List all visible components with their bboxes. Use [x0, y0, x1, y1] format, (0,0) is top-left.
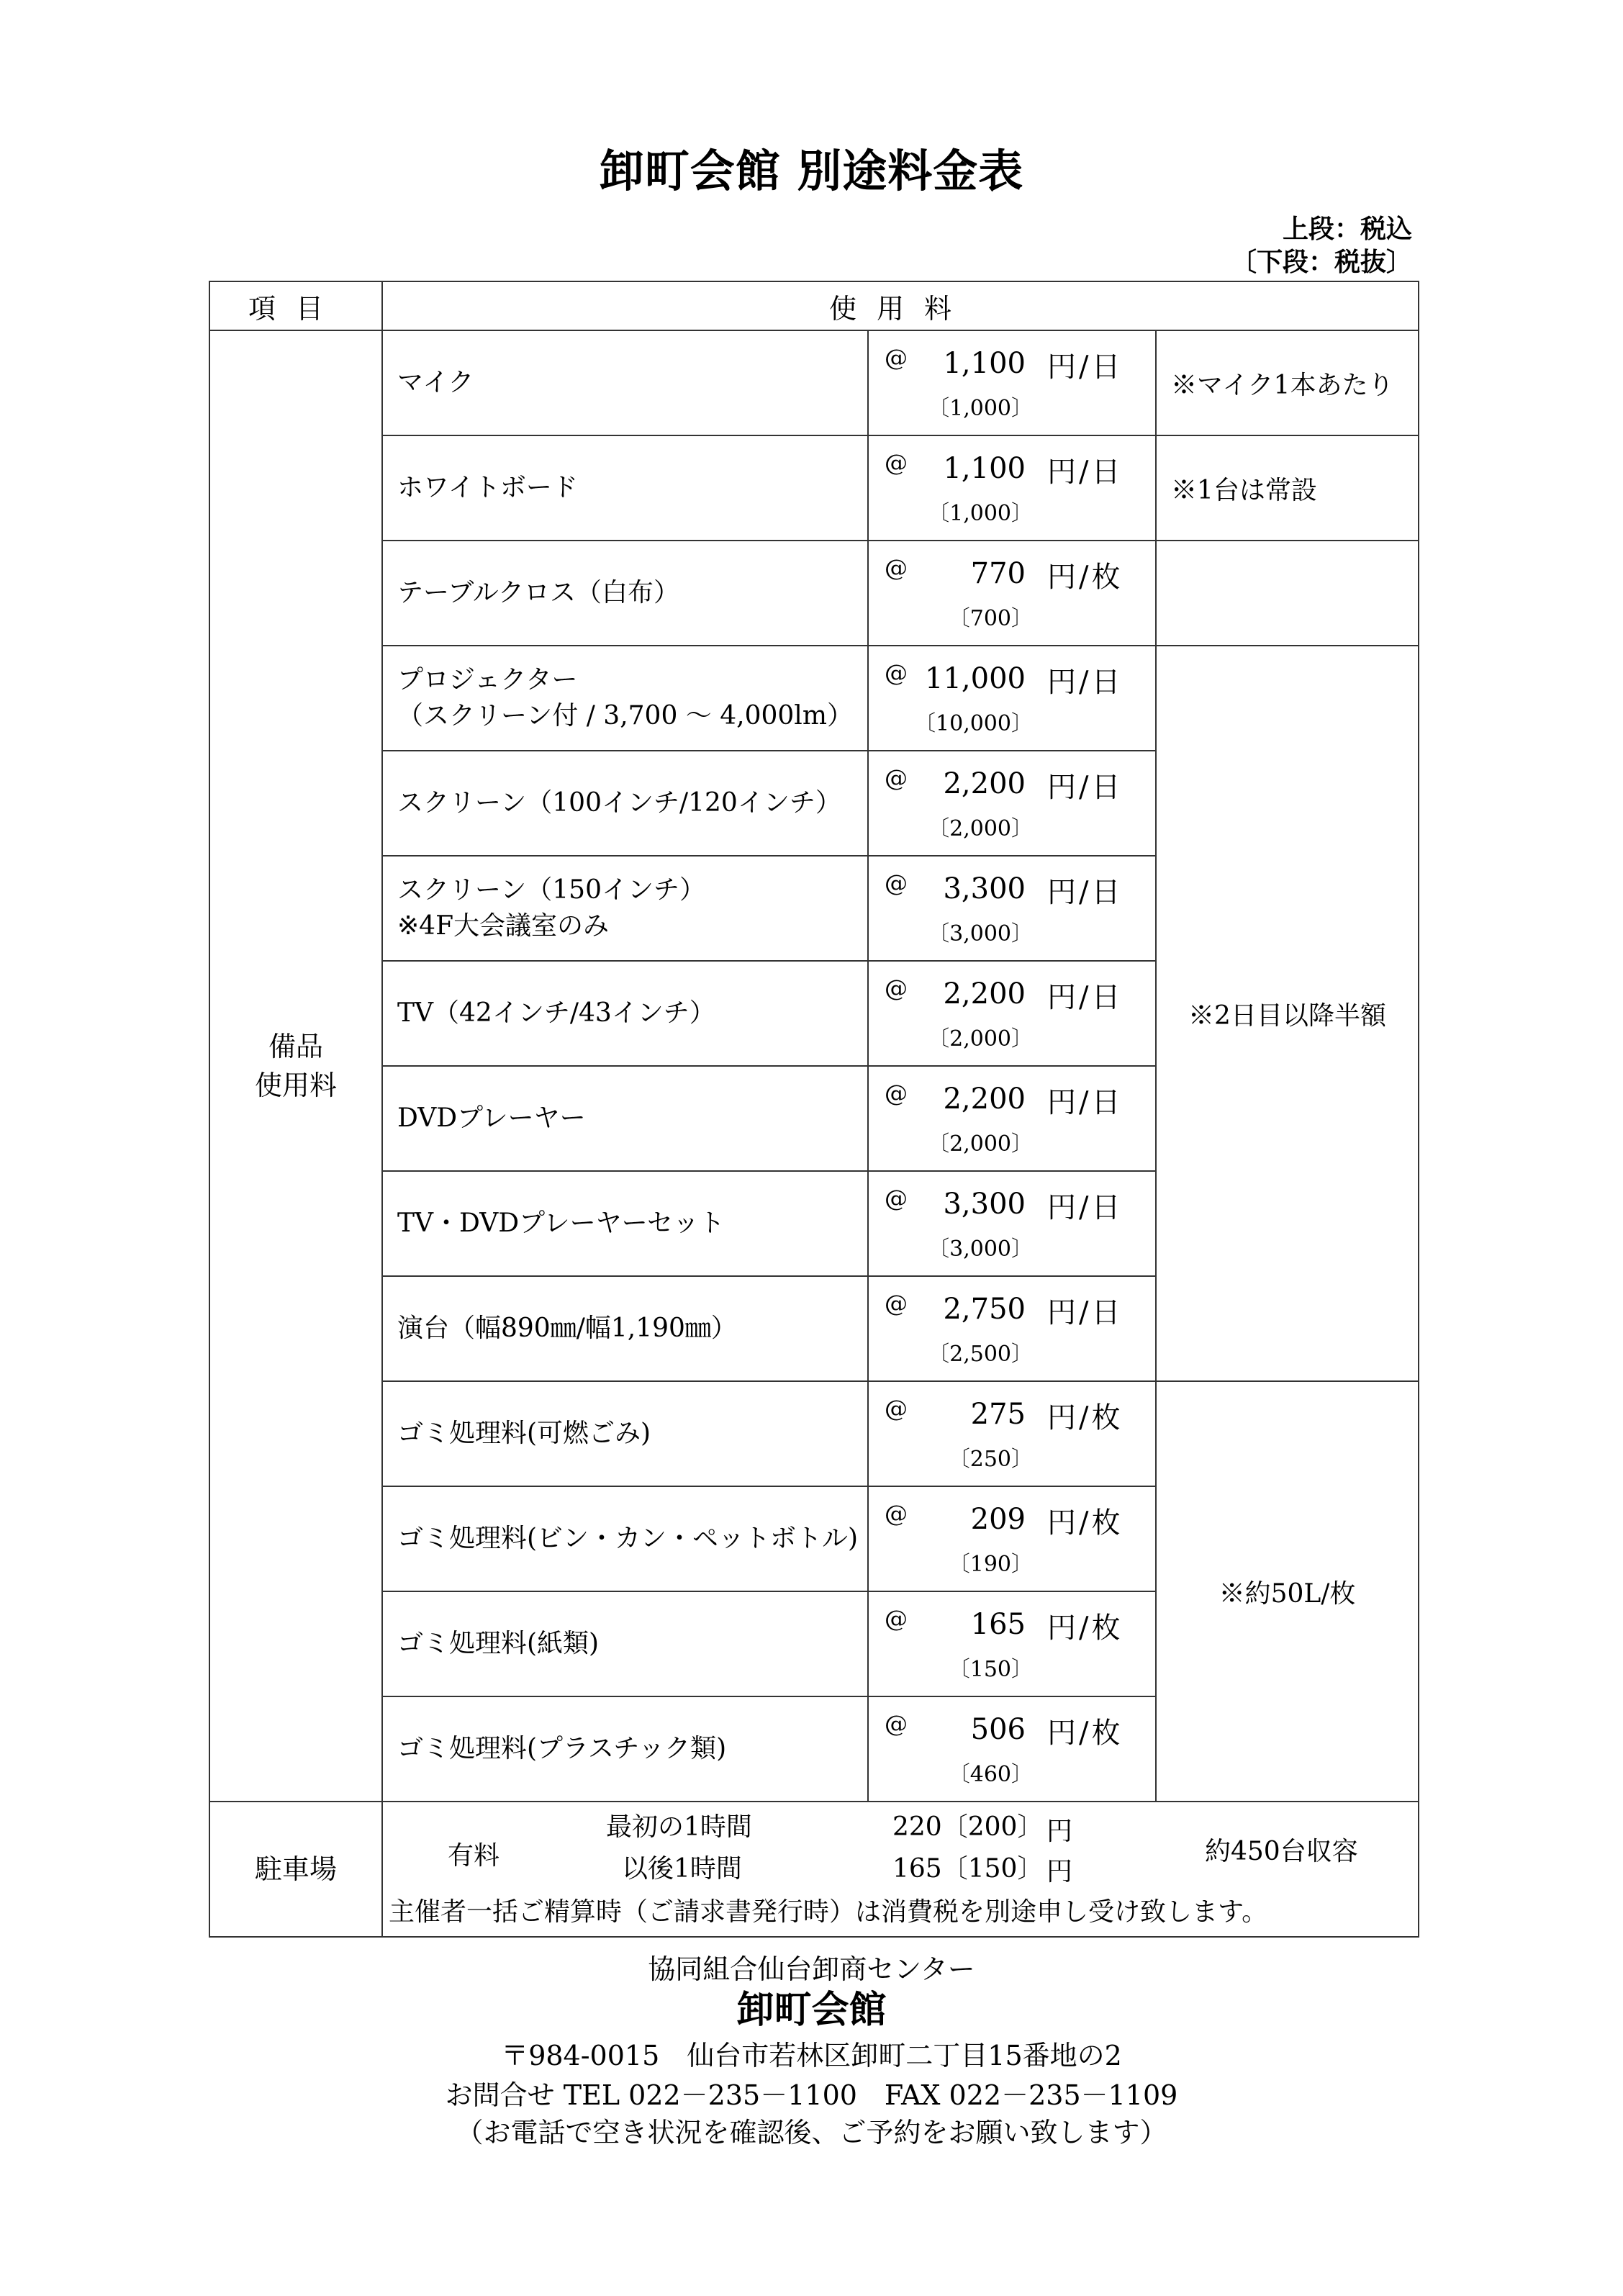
item-name — [382, 751, 868, 856]
footer-remark: （お電話で空き状況を確認後、ご予約をお願い致します） — [456, 2117, 1167, 2148]
item-name — [382, 961, 868, 1066]
price-ex-tax: 〔700〕 — [948, 606, 1033, 631]
price-cell — [868, 751, 1156, 856]
parking-capacity: 約450台収容 — [1205, 1837, 1358, 1866]
item-name — [382, 1171, 868, 1276]
at-sign: @ — [885, 1080, 908, 1107]
parking-label: 駐車場 — [209, 1802, 382, 1937]
item-name-line: TV・DVDプレーヤーセット — [397, 1208, 725, 1238]
at-sign: @ — [885, 975, 908, 1002]
page-title: 卸町会館 別途料金表 — [599, 145, 1024, 197]
price-cell — [868, 541, 1156, 646]
footer-contact: お問合せ TEL 022－235－1100 FAX 022－235－1109 — [445, 2079, 1178, 2111]
price-cell — [868, 1276, 1156, 1381]
item-name — [382, 1066, 868, 1171]
price-ex-tax: 〔2,500〕 — [928, 1342, 1033, 1367]
item-name-line: マイク — [397, 368, 474, 397]
price-unit: 円/日 — [1047, 876, 1124, 909]
item-name-line: DVDプレーヤー — [397, 1103, 586, 1133]
price-unit: 円/枚 — [1047, 1612, 1124, 1645]
price-cell — [868, 1486, 1156, 1591]
item-name-line: プロジェクター — [397, 665, 578, 695]
price-amount: 3,300 — [943, 872, 1026, 905]
at-sign: @ — [885, 449, 908, 476]
price-amount: 1,100 — [943, 347, 1026, 380]
equipment-category-line: 使用料 — [254, 1070, 337, 1101]
price-unit: 円/枚 — [1047, 1401, 1124, 1434]
item-name-line: スクリーン（100インチ/120インチ） — [397, 788, 841, 818]
item-name-line: TV（42インチ/43インチ） — [397, 998, 715, 1028]
price-cell — [868, 330, 1156, 435]
price-ex-tax: 〔460〕 — [948, 1762, 1033, 1787]
tax-note-upper: 上段：税込 — [1282, 214, 1412, 244]
price-unit: 円/日 — [1047, 1086, 1124, 1119]
price-amount: 1,100 — [943, 452, 1026, 485]
parking-first-hour-price: 220〔200〕 — [892, 1812, 1044, 1842]
price-amount: 2,200 — [943, 1083, 1026, 1116]
price-unit: 円/日 — [1047, 1296, 1124, 1329]
item-name-line: ゴミ処理料(紙類) — [397, 1629, 600, 1658]
price-amount: 275 — [970, 1398, 1026, 1431]
at-sign: @ — [885, 869, 908, 897]
price-unit: 円/枚 — [1047, 561, 1124, 594]
price-ex-tax: 〔190〕 — [948, 1552, 1033, 1577]
price-ex-tax: 〔10,000〕 — [914, 711, 1033, 736]
at-sign: @ — [885, 659, 908, 687]
parking-first-hour-label: 最初の1時間 — [606, 1812, 752, 1842]
at-sign: @ — [885, 554, 908, 582]
price-ex-tax: 〔1,000〕 — [928, 396, 1033, 421]
item-name-line: ゴミ処理料(プラスチック類) — [397, 1734, 727, 1763]
table-row — [209, 646, 1419, 751]
price-cell — [868, 961, 1156, 1066]
header-fee: 使用料 — [382, 281, 1419, 330]
item-name — [382, 1696, 868, 1802]
item-name — [382, 646, 868, 751]
price-amount: 11,000 — [925, 662, 1026, 695]
price-cell — [868, 1381, 1156, 1486]
fee-table — [209, 281, 1419, 1938]
parking-yen-2: 円 — [1046, 1857, 1073, 1886]
parking-tax-remark: 主催者一括ご精算時（ご請求書発行時）は消費税を別途申し受け致します。 — [389, 1897, 1268, 1927]
parking-after-hour-price: 165〔150〕 — [892, 1854, 1044, 1884]
at-sign: @ — [885, 1605, 908, 1632]
item-name-line: ゴミ処理料(可燃ごみ) — [397, 1419, 651, 1448]
price-unit: 円/日 — [1047, 456, 1124, 489]
price-amount: 165 — [970, 1608, 1026, 1641]
at-sign: @ — [885, 344, 908, 371]
at-sign: @ — [885, 764, 908, 792]
price-amount: 2,200 — [943, 977, 1026, 1011]
footer-org: 協同組合仙台卸商センター — [648, 1953, 975, 1985]
price-ex-tax: 〔1,000〕 — [928, 501, 1033, 526]
price-ex-tax: 〔3,000〕 — [928, 921, 1033, 946]
price-amount: 209 — [970, 1503, 1026, 1536]
item-name-line: テーブルクロス（白布） — [397, 578, 680, 607]
item-name-line: 演台（幅890㎜/幅1,190㎜） — [397, 1314, 737, 1343]
note-whiteboard: ※1台は常設 — [1156, 435, 1419, 541]
price-ex-tax: 〔2,000〕 — [928, 1131, 1033, 1157]
table-row — [209, 1381, 1419, 1486]
price-ex-tax: 〔2,000〕 — [928, 816, 1033, 841]
price-cell — [868, 646, 1156, 751]
table-row — [209, 330, 1419, 435]
item-name-line: ゴミ処理料(ビン・カン・ペットボトル) — [397, 1524, 859, 1553]
item-name — [382, 330, 868, 435]
item-name-line: スクリーン（150インチ） — [397, 875, 705, 905]
item-name — [382, 541, 868, 646]
footer-address: 〒984-0015 仙台市若林区卸町二丁目15番地の2 — [501, 2040, 1122, 2071]
price-unit: 円/枚 — [1047, 1717, 1124, 1750]
price-unit: 円/日 — [1047, 351, 1124, 384]
price-amount: 770 — [970, 557, 1026, 590]
price-amount: 506 — [970, 1713, 1026, 1746]
item-name — [382, 1486, 868, 1591]
parking-yen-1: 円 — [1046, 1817, 1073, 1846]
equipment-category — [209, 330, 382, 1802]
parking-row — [209, 1802, 1419, 1937]
parking-details — [382, 1802, 1419, 1937]
tax-note-lower: 〔下段：税抜〕 — [1230, 247, 1412, 277]
at-sign: @ — [885, 1710, 908, 1737]
item-name-line: ※4F大会議室のみ — [397, 911, 610, 941]
price-cell — [868, 1696, 1156, 1802]
price-unit: 円/日 — [1047, 666, 1124, 699]
item-name — [382, 1381, 868, 1486]
price-ex-tax: 〔250〕 — [948, 1447, 1033, 1472]
price-ex-tax: 〔150〕 — [948, 1657, 1033, 1682]
item-name — [382, 856, 868, 961]
price-unit: 円/日 — [1047, 981, 1124, 1014]
price-cell — [868, 1066, 1156, 1171]
price-cell — [868, 435, 1156, 541]
price-cell — [868, 856, 1156, 961]
price-amount: 3,300 — [943, 1188, 1026, 1221]
note-half-price: ※2日目以降半額 — [1156, 646, 1419, 1381]
table-row — [209, 435, 1419, 541]
at-sign: @ — [885, 1500, 908, 1527]
at-sign: @ — [885, 1290, 908, 1317]
header-item: 項目 — [209, 281, 382, 330]
price-ex-tax: 〔2,000〕 — [928, 1026, 1033, 1052]
at-sign: @ — [885, 1395, 908, 1422]
at-sign: @ — [885, 1185, 908, 1212]
parking-paid: 有料 — [448, 1841, 500, 1871]
item-name — [382, 1276, 868, 1381]
footer-name: 卸町会館 — [736, 1988, 887, 2032]
table-header-row — [209, 281, 1419, 330]
item-name — [382, 1591, 868, 1696]
price-cell — [868, 1591, 1156, 1696]
item-name — [382, 435, 868, 541]
item-name-line: ホワイトボード — [397, 473, 578, 502]
price-ex-tax: 〔3,000〕 — [928, 1237, 1033, 1262]
price-unit: 円/日 — [1047, 771, 1124, 804]
price-unit: 円/枚 — [1047, 1506, 1124, 1540]
item-name-line: （スクリーン付 / 3,700 〜 4,000lm） — [397, 701, 853, 731]
note-mic: ※マイク1本あたり — [1156, 330, 1419, 435]
price-amount: 2,750 — [943, 1293, 1026, 1326]
table-row — [209, 541, 1419, 646]
equipment-category-line: 備品 — [268, 1031, 323, 1062]
note-garbage: ※約50L/枚 — [1156, 1381, 1419, 1802]
parking-after-hour-label: 以後1時間 — [622, 1854, 742, 1884]
price-unit: 円/日 — [1047, 1191, 1124, 1224]
note-empty — [1156, 541, 1419, 646]
price-amount: 2,200 — [943, 767, 1026, 800]
price-cell — [868, 1171, 1156, 1276]
